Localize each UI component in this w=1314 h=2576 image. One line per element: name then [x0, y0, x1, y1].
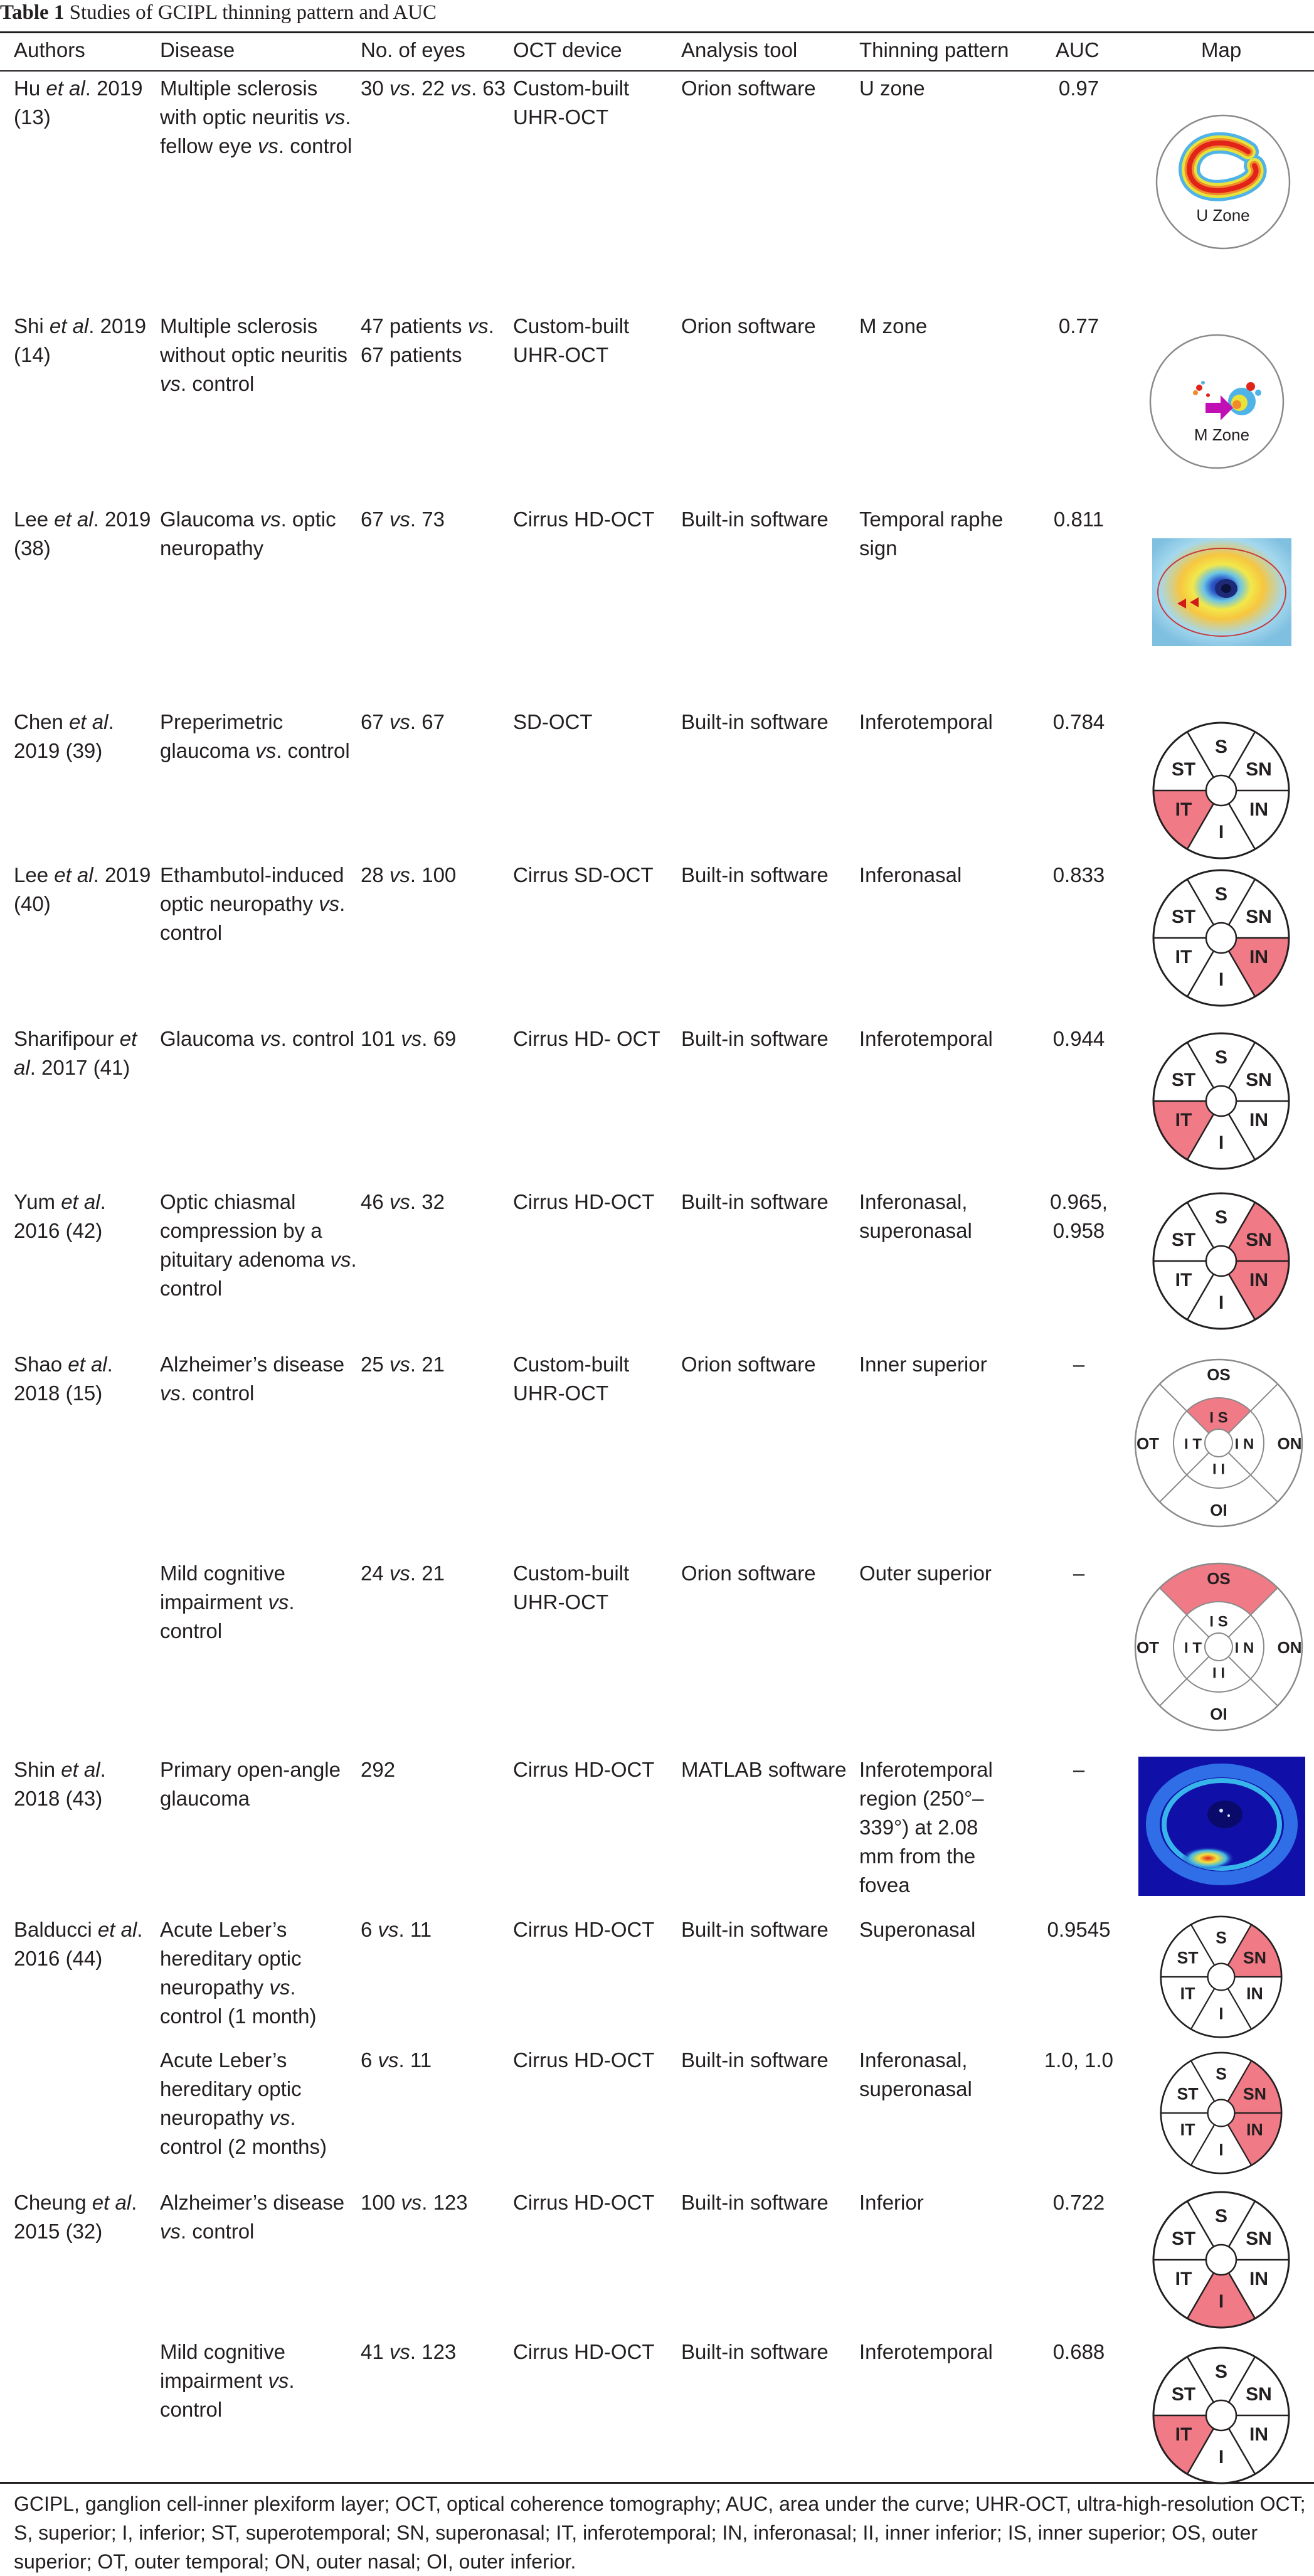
ring-label-os: OS	[1207, 1568, 1231, 1588]
sector-label-i: I	[1219, 2004, 1224, 2023]
ring-label-os: OS	[1207, 1365, 1231, 1384]
cell-tool: Built-in software	[681, 2340, 829, 2363]
sector-label-st: ST	[1177, 2084, 1199, 2104]
ring-label-in: I N	[1234, 1435, 1254, 1453]
sector-label-sn: SN	[1246, 906, 1272, 927]
sector-label-s: S	[1216, 1928, 1227, 1947]
sector-label-it: IT	[1175, 1109, 1192, 1131]
thinning-map	[1134, 1562, 1303, 1732]
u-zone-label: U Zone	[1196, 206, 1250, 225]
thinning-map	[1152, 2191, 1290, 2329]
cell-tool: Orion software	[681, 1562, 816, 1585]
cell-eyes: 28 vs. 100	[361, 863, 457, 886]
sector-map-figure	[1152, 721, 1290, 860]
ring-label-on: ON	[1277, 1637, 1302, 1657]
cell-device: Cirrus HD-OCT	[513, 2191, 655, 2214]
ring-label-in: I N	[1234, 1639, 1254, 1657]
sector-label-i: I	[1218, 969, 1224, 990]
thinning-map	[1152, 1915, 1290, 2038]
ring-label-ot: OT	[1136, 1637, 1160, 1657]
cell-auc: 0.97	[1058, 77, 1099, 100]
cell-authors: Shin et al. 2018 (43)	[14, 1758, 106, 1810]
sector-label-in: IN	[1246, 1984, 1263, 2003]
cell-pattern: Inferotemporal	[859, 710, 993, 733]
cell-pattern: Outer superior	[859, 1562, 992, 1585]
header-oct-device: OCT device	[513, 38, 622, 61]
sector-label-in: IN	[1249, 1109, 1268, 1131]
cell-eyes: 24 vs. 21	[361, 1562, 445, 1585]
header-map: Map	[1201, 38, 1242, 61]
cell-device: Cirrus HD-OCT	[513, 2048, 655, 2072]
sector-label-it: IT	[1180, 2120, 1195, 2139]
cell-eyes: 30 vs. 22 vs. 63	[361, 77, 506, 100]
cell-authors: Balducci et al. 2016 (44)	[14, 1918, 143, 1970]
sector-label-it: IT	[1175, 799, 1192, 820]
sector-label-i: I	[1219, 2140, 1224, 2159]
cell-pattern: Temporal raphe sign	[859, 508, 1004, 560]
cell-auc: 0.944	[1052, 1027, 1105, 1050]
m-zone-label: M Zone	[1194, 425, 1250, 444]
cell-authors: Sharifipour et al. 2017 (41)	[14, 1027, 137, 1079]
ring-label-is: I S	[1209, 1409, 1228, 1427]
cell-eyes: 6 vs. 11	[361, 1918, 432, 1941]
sector-label-in: IN	[1249, 1269, 1268, 1291]
sector-map-figure	[1152, 869, 1290, 1007]
cell-tool: Orion software	[681, 77, 816, 100]
cell-disease: Glaucoma vs. optic neuropathy	[160, 508, 336, 560]
cell-disease: Multiple sclerosis without optic neuritis vs. control	[160, 314, 347, 395]
cell-auc: 0.811	[1053, 508, 1105, 531]
cell-auc: 0.688	[1052, 2340, 1105, 2363]
bottom-rule	[0, 2482, 1314, 2484]
ring-label-oi: OI	[1210, 1704, 1227, 1723]
sector-label-st: ST	[1171, 1229, 1196, 1250]
sector-label-s: S	[1214, 2361, 1228, 2382]
cell-disease: Optic chiasmal compression by a pituitary adenoma vs. control	[160, 1190, 357, 1300]
cell-pattern: Superonasal	[859, 1918, 976, 1941]
sector-label-st: ST	[1177, 1948, 1199, 1967]
table-footnote: GCIPL, ganglion cell-inner plexiform layer; OCT, optical coherence tomography; AUC, area under the curve; UHR-OCT, ultra-high-resolution OCT; S, superior; I, inferior; ST, superotemporal; SN, superonasal; IT, inferotemporal; IN, inferonasal; II, inner inferior; IS, inner superior; OS, outer superior; OT, outer temporal; ON, outer nasal; OI, outer inferior.	[14, 2493, 1306, 2573]
thinning-map	[1152, 2346, 1290, 2484]
cell-device: Cirrus HD-OCT	[513, 1758, 655, 1781]
cell-tool: Built-in software	[681, 508, 829, 531]
cell-tool: Built-in software	[681, 1918, 829, 1941]
cell-device: Custom-built UHR-OCT	[513, 77, 630, 129]
ring-label-is: I S	[1209, 1613, 1228, 1631]
thinning-map	[1138, 1757, 1305, 1896]
cell-disease: Preperimetric glaucoma vs. control	[160, 710, 350, 762]
ring-label-ot: OT	[1136, 1434, 1160, 1453]
cell-auc: 0.784	[1052, 710, 1105, 733]
sector-map-figure	[1152, 2346, 1290, 2484]
sector-label-sn: SN	[1246, 2383, 1272, 2405]
sector-map-figure	[1152, 2052, 1290, 2174]
cell-pattern: Inferonasal, superonasal	[859, 1190, 972, 1242]
cell-eyes: 67 vs. 67	[361, 710, 445, 733]
thinning-map	[1152, 1192, 1290, 1330]
cell-device: Custom-built UHR-OCT	[513, 1562, 630, 1614]
cell-pattern: U zone	[859, 77, 925, 100]
cell-eyes: 292	[361, 1758, 396, 1781]
cell-auc: 0.833	[1052, 863, 1105, 886]
cell-authors: Chen et al. 2019 (39)	[14, 710, 114, 762]
cell-disease: Ethambutol-induced optic neuropathy vs. control	[160, 863, 346, 944]
cell-eyes: 41 vs. 123	[361, 2340, 457, 2363]
sector-label-it: IT	[1175, 2424, 1192, 2445]
cell-disease: Mild cognitive impairment vs. control	[160, 2340, 295, 2421]
cell-disease: Alzheimer’s disease vs. control	[160, 1353, 345, 1405]
cell-auc: –	[1073, 1353, 1085, 1376]
cell-tool: Built-in software	[681, 2191, 829, 2214]
header-disease: Disease	[160, 38, 235, 61]
sector-label-st: ST	[1171, 2228, 1196, 2249]
raphe-map-figure	[1152, 538, 1291, 646]
cell-pattern: Inferotemporal	[859, 1027, 993, 1050]
thinning-map	[1152, 869, 1290, 1007]
sector-label-i: I	[1218, 1132, 1224, 1153]
sector-label-s: S	[1216, 2064, 1227, 2084]
sector-label-in: IN	[1249, 799, 1268, 820]
m-map-figure	[1148, 333, 1286, 471]
cell-auc: –	[1073, 1562, 1085, 1585]
cell-authors: Yum et al. 2016 (42)	[14, 1190, 106, 1242]
cell-auc: –	[1073, 1758, 1085, 1781]
thinning-map	[1152, 721, 1290, 860]
cell-pattern: Inferotemporal region (250°–339°) at 2.08 mm from the fovea	[859, 1758, 993, 1897]
cell-disease: Mild cognitive impairment vs. control	[160, 1562, 295, 1642]
sector-map-figure	[1152, 1915, 1290, 2038]
sector-label-sn: SN	[1242, 1948, 1267, 1967]
header-eyes: No. of eyes	[361, 38, 465, 61]
sector-label-i: I	[1218, 821, 1224, 843]
sector-label-sn: SN	[1246, 2228, 1272, 2249]
cell-eyes: 25 vs. 21	[361, 1353, 445, 1376]
sector-label-s: S	[1214, 1206, 1228, 1228]
sector-label-it: IT	[1175, 1269, 1192, 1291]
sector-label-it: IT	[1175, 2268, 1192, 2289]
cell-eyes: 101 vs. 69	[361, 1027, 457, 1050]
cell-eyes: 100 vs. 123	[361, 2191, 468, 2214]
cell-device: Custom-built UHR-OCT	[513, 314, 630, 366]
cell-disease: Alzheimer’s disease vs. control	[160, 2191, 345, 2243]
cell-auc: 0.965, 0.958	[1050, 1190, 1108, 1242]
cell-device: Custom-built UHR-OCT	[513, 1353, 630, 1405]
cell-disease: Primary open-angle glaucoma	[160, 1758, 341, 1810]
sector-label-sn: SN	[1246, 758, 1272, 780]
cell-device: Cirrus HD-OCT	[513, 508, 655, 531]
ring-map-figure	[1134, 1358, 1303, 1528]
cell-tool: MATLAB software	[681, 1758, 847, 1781]
cell-device: Cirrus SD-OCT	[513, 863, 654, 886]
sector-label-i: I	[1218, 1292, 1224, 1313]
cell-device: Cirrus HD-OCT	[513, 1918, 655, 1941]
sector-label-s: S	[1214, 1046, 1228, 1068]
cell-auc: 1.0, 1.0	[1044, 2048, 1114, 2072]
cell-auc: 0.722	[1052, 2191, 1105, 2214]
u-map-figure	[1154, 113, 1292, 251]
table-caption	[0, 0, 437, 33]
header-analysis-tool: Analysis tool	[681, 38, 798, 61]
sector-map-figure	[1152, 1032, 1290, 1170]
cell-tool: Orion software	[681, 1353, 816, 1376]
ring-label-oi: OI	[1210, 1500, 1227, 1520]
sector-map-figure	[1152, 2191, 1290, 2329]
cell-auc: 0.77	[1058, 314, 1099, 338]
sector-label-st: ST	[1171, 758, 1196, 780]
sector-label-s: S	[1214, 2205, 1228, 2227]
thinning-map	[1154, 113, 1292, 251]
sector-label-sn: SN	[1246, 1069, 1272, 1090]
thinning-map	[1148, 333, 1286, 471]
ring-label-it: I T	[1184, 1435, 1202, 1453]
cell-pattern: Inner superior	[859, 1353, 987, 1376]
thinning-map	[1152, 538, 1291, 646]
caption-label: Table 1	[0, 1, 65, 24]
caption-text: Studies of GCIPL thinning pattern and AUC	[69, 1, 437, 24]
cell-device: Cirrus HD-OCT	[513, 1190, 655, 1213]
ring-label-ii: I I	[1212, 1461, 1226, 1478]
cell-device: Cirrus HD- OCT	[513, 1027, 660, 1050]
cell-authors: Hu et al. 2019 (13)	[14, 77, 143, 129]
sector-label-it: IT	[1180, 1984, 1195, 2003]
cell-pattern: Inferonasal, superonasal	[859, 2048, 972, 2100]
sector-label-s: S	[1214, 736, 1228, 757]
cell-authors: Lee et al. 2019 (40)	[14, 863, 151, 915]
sector-label-in: IN	[1249, 2424, 1268, 2445]
ring-label-it: I T	[1184, 1639, 1202, 1657]
cell-tool: Orion software	[681, 314, 816, 338]
sector-label-sn: SN	[1242, 2084, 1267, 2104]
cell-disease: Acute Leber’s hereditary optic neuropathy vs. control (2 months)	[160, 2048, 327, 2158]
cell-authors: Cheung et al. 2015 (32)	[14, 2191, 137, 2243]
cell-disease: Acute Leber’s hereditary optic neuropathy vs. control (1 month)	[160, 1918, 317, 2028]
sector-label-st: ST	[1171, 2383, 1196, 2405]
sector-label-i: I	[1218, 2446, 1224, 2467]
header-auc: AUC	[1056, 38, 1099, 61]
cell-tool: Built-in software	[681, 1190, 829, 1213]
header-thinning-pattern: Thinning pattern	[859, 38, 1009, 61]
sector-label-sn: SN	[1246, 1229, 1272, 1250]
cell-authors: Shi et al. 2019 (14)	[14, 314, 146, 366]
sector-label-i: I	[1218, 2291, 1224, 2312]
cell-pattern: Inferonasal	[859, 863, 962, 886]
thinning-map	[1134, 1358, 1303, 1528]
ring-map-figure	[1134, 1562, 1303, 1732]
cell-authors: Lee et al. 2019 (38)	[14, 508, 151, 560]
cell-auc: 0.9545	[1047, 1918, 1111, 1941]
heat-map-figure	[1138, 1757, 1305, 1896]
cell-device: SD-OCT	[513, 710, 593, 733]
cell-tool: Built-in software	[681, 710, 829, 733]
sector-label-s: S	[1214, 883, 1228, 905]
cell-eyes: 67 vs. 73	[361, 508, 445, 531]
cell-disease: Glaucoma vs. control	[160, 1027, 354, 1050]
cell-tool: Built-in software	[681, 1027, 829, 1050]
cell-pattern: Inferotemporal	[859, 2340, 993, 2363]
thinning-map	[1152, 2052, 1290, 2174]
sector-map-figure	[1152, 1192, 1290, 1330]
cell-eyes: 6 vs. 11	[361, 2048, 432, 2072]
sector-label-in: IN	[1249, 946, 1268, 967]
sector-label-in: IN	[1249, 2268, 1268, 2289]
thinning-map	[1152, 1032, 1290, 1170]
cell-tool: Built-in software	[681, 2048, 829, 2072]
sector-label-st: ST	[1171, 1069, 1196, 1090]
cell-eyes: 46 vs. 32	[361, 1190, 445, 1213]
sector-label-it: IT	[1175, 946, 1192, 967]
cell-authors: Shao et al. 2018 (15)	[14, 1353, 113, 1405]
cell-tool: Built-in software	[681, 863, 829, 886]
cell-pattern: Inferior	[859, 2191, 924, 2214]
sector-label-in: IN	[1246, 2120, 1263, 2139]
cell-eyes: 47 patients vs. 67 patients	[361, 314, 494, 366]
cell-pattern: M zone	[859, 314, 928, 338]
cell-device: Cirrus HD-OCT	[513, 2340, 655, 2363]
sector-label-st: ST	[1171, 906, 1196, 927]
ring-label-on: ON	[1277, 1434, 1302, 1453]
ring-label-ii: I I	[1212, 1664, 1226, 1682]
cell-disease: Multiple sclerosis with optic neuritis vs. fellow eye vs. control	[160, 77, 352, 157]
header-authors: Authors	[14, 38, 85, 61]
